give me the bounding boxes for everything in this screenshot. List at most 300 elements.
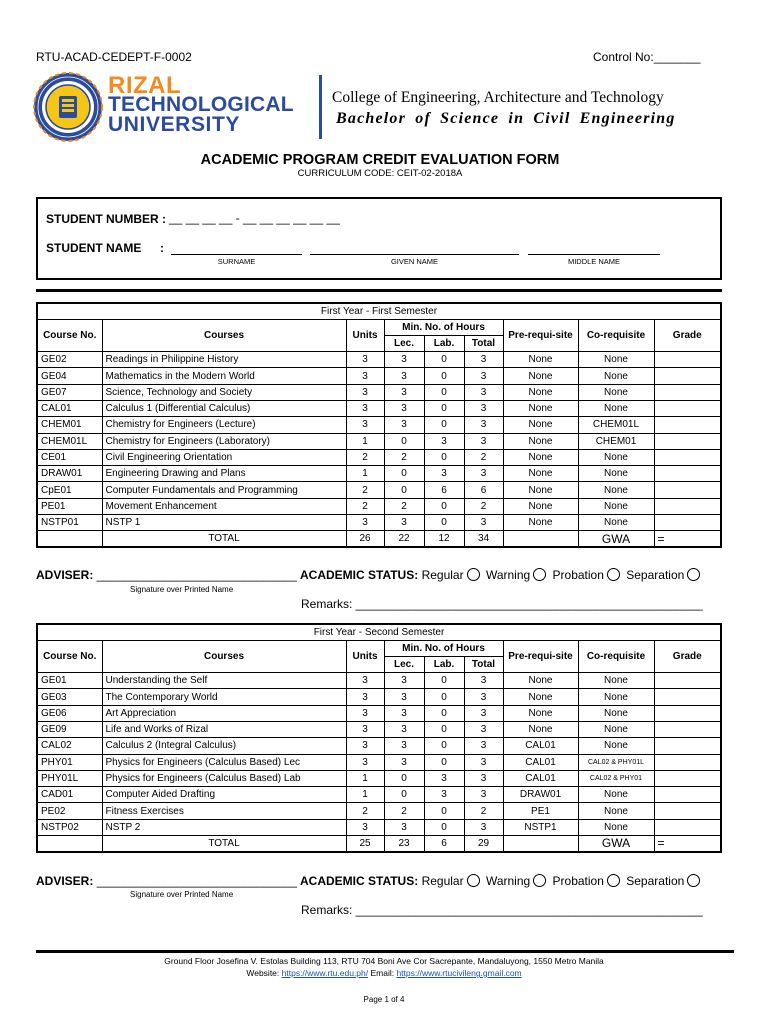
lab-hours: 0 [424, 368, 464, 384]
course-title: Fitness Exercises [102, 803, 346, 819]
course-row [37, 384, 721, 400]
units: 3 [346, 384, 384, 400]
radio-separation[interactable] [687, 874, 700, 887]
grade-cell[interactable] [654, 482, 721, 498]
corequisite: None [578, 689, 654, 705]
lab-hours: 0 [424, 721, 464, 737]
gwa-label: GWA [578, 531, 654, 547]
student-info-box [36, 197, 722, 280]
course-row [37, 819, 721, 835]
page-number: Page 1 of 4 [363, 995, 405, 1004]
corequisite: None [578, 368, 654, 384]
col-course-no: Course No. [37, 640, 102, 673]
university-name-line2: TECHNOLOGICAL [108, 93, 294, 116]
col-courses: Courses [102, 640, 346, 673]
form-code: RTU-ACAD-CEDEPT-F-0002 [36, 50, 192, 64]
course-title: The Contemporary World [102, 689, 346, 705]
total-lec: 23 [384, 836, 424, 852]
total-label: TOTAL [102, 531, 346, 547]
header-divider [319, 75, 322, 139]
email-label: Email: [368, 968, 397, 978]
total-hours-sum: 29 [464, 836, 503, 852]
second-semester-table [36, 623, 722, 853]
section-divider [36, 289, 722, 292]
course-row [37, 515, 721, 531]
col-prereq: Pre-requi-site [503, 319, 578, 352]
status-probation-label: Probation [552, 568, 604, 582]
course-code: CE01 [37, 449, 102, 465]
col-units: Units [346, 640, 384, 673]
lab-hours: 0 [424, 515, 464, 531]
corequisite: None [578, 819, 654, 835]
course-row [37, 482, 721, 498]
grade-cell[interactable] [654, 384, 721, 400]
total-hours: 3 [464, 400, 503, 416]
footer-rule [36, 950, 734, 953]
lec-hours: 0 [384, 770, 424, 786]
corequisite: None [578, 705, 654, 721]
corequisite: CAL02 & PHY01 [578, 770, 654, 786]
total-hours: 3 [464, 673, 503, 689]
academic-status-2 [300, 874, 703, 888]
lab-hours: 0 [424, 738, 464, 754]
semester-caption: First Year - Second Semester [37, 624, 721, 640]
university-seal-logo [33, 72, 103, 142]
lab-hours: 3 [424, 433, 464, 449]
prerequisite: None [503, 449, 578, 465]
radio-probation[interactable] [607, 568, 620, 581]
course-row [37, 417, 721, 433]
lab-hours: 0 [424, 819, 464, 835]
total-hours: 3 [464, 721, 503, 737]
course-code: GE04 [37, 368, 102, 384]
grade-cell[interactable] [654, 770, 721, 786]
program-name: Bachelor of Science in Civil Engineering [336, 110, 676, 127]
course-code: GE07 [37, 384, 102, 400]
prerequisite: CAL01 [503, 770, 578, 786]
course-code: DRAW01 [37, 466, 102, 482]
total-prereq-blank [503, 531, 578, 547]
adviser-signature-line[interactable]: ______________________________ [96, 568, 297, 582]
total-row [37, 836, 721, 852]
total-hours: 3 [464, 515, 503, 531]
lab-hours: 3 [424, 787, 464, 803]
corequisite: CHEM01L [578, 417, 654, 433]
course-row [37, 449, 721, 465]
total-lec: 22 [384, 531, 424, 547]
course-title: Chemistry for Engineers (Laboratory) [102, 433, 346, 449]
corequisite: None [578, 738, 654, 754]
course-code: PHY01L [37, 770, 102, 786]
student-name-label: STUDENT NAME [46, 241, 142, 255]
lab-hours: 0 [424, 754, 464, 770]
course-title: Art Appreciation [102, 705, 346, 721]
remarks-field[interactable]: Remarks: ____________________________________________________ [301, 597, 703, 611]
lab-hours: 0 [424, 417, 464, 433]
gwa-label: GWA [578, 836, 654, 852]
col-course-no: Course No. [37, 319, 102, 352]
course-code: CAL02 [37, 738, 102, 754]
form-title: ACADEMIC PROGRAM CREDIT EVALUATION FORM [200, 152, 560, 168]
grade-cell[interactable] [654, 400, 721, 416]
lab-hours: 0 [424, 449, 464, 465]
lab-hours: 6 [424, 482, 464, 498]
total-label: TOTAL [102, 836, 346, 852]
adviser-block-2 [36, 874, 297, 888]
units: 1 [346, 433, 384, 449]
units: 3 [346, 819, 384, 835]
course-code: PE01 [37, 498, 102, 514]
course-row [37, 721, 721, 737]
lab-hours: 0 [424, 803, 464, 819]
total-prereq-blank [503, 836, 578, 852]
grade-cell[interactable] [654, 689, 721, 705]
course-row [37, 368, 721, 384]
adviser-signature-line[interactable]: ______________________________ [96, 874, 297, 888]
remarks-field[interactable]: Remarks: ____________________________________________________ [301, 903, 703, 917]
col-lab: Lab. [424, 335, 464, 351]
corequisite: None [578, 352, 654, 368]
prerequisite: None [503, 705, 578, 721]
corequisite: None [578, 400, 654, 416]
corequisite: None [578, 384, 654, 400]
col-lec: Lec. [384, 656, 424, 672]
radio-warning[interactable] [533, 568, 546, 581]
col-lab: Lab. [424, 656, 464, 672]
lec-hours: 2 [384, 498, 424, 514]
course-code: GE06 [37, 705, 102, 721]
surname-caption: SURNAME [217, 257, 256, 266]
lab-hours: 0 [424, 673, 464, 689]
prerequisite: None [503, 352, 578, 368]
col-total: Total [464, 656, 503, 672]
total-hours: 3 [464, 787, 503, 803]
course-code: CpE01 [37, 482, 102, 498]
prerequisite: None [503, 368, 578, 384]
col-grade: Grade [654, 640, 721, 673]
lec-hours: 0 [384, 787, 424, 803]
course-code: CAD01 [37, 787, 102, 803]
units: 3 [346, 689, 384, 705]
gwa-value[interactable]: = [654, 531, 721, 547]
college-name: College of Engineering, Architecture and Technology [332, 89, 664, 106]
student-name-colon: : [160, 241, 164, 255]
corequisite: CAL02 & PHY01L [578, 754, 654, 770]
course-title: Civil Engineering Orientation [102, 449, 346, 465]
lec-hours: 2 [384, 449, 424, 465]
lab-hours: 0 [424, 705, 464, 721]
radio-probation[interactable] [607, 874, 620, 887]
status-regular-label: Regular [421, 874, 464, 888]
course-title: Movement Enhancement [102, 498, 346, 514]
adviser-label: ADVISER: [36, 568, 94, 582]
course-title: NSTP 2 [102, 819, 346, 835]
course-row [37, 770, 721, 786]
given-name-caption: GIVEN NAME [390, 257, 439, 266]
units: 3 [346, 738, 384, 754]
prerequisite: None [503, 400, 578, 416]
lec-hours: 0 [384, 433, 424, 449]
col-units: Units [346, 319, 384, 352]
prerequisite: None [503, 482, 578, 498]
units: 3 [346, 721, 384, 737]
units: 3 [346, 368, 384, 384]
course-title: Computer Aided Drafting [102, 787, 346, 803]
first-semester-table [36, 302, 722, 548]
lab-hours: 0 [424, 384, 464, 400]
student-number-field[interactable]: __ __ __ __ - __ __ __ __ __ __ [169, 211, 340, 225]
lec-hours: 2 [384, 803, 424, 819]
status-warning-label: Warning [485, 874, 531, 888]
signature-caption: Signature over Printed Name [130, 890, 234, 899]
course-code: GE09 [37, 721, 102, 737]
prerequisite: None [503, 689, 578, 705]
course-row [37, 754, 721, 770]
course-row [37, 787, 721, 803]
curriculum-code: CURRICULUM CODE: CEIT-02-2018A [297, 168, 463, 179]
grade-cell[interactable] [654, 705, 721, 721]
radio-regular[interactable] [467, 568, 480, 581]
col-coreq: Co-requisite [578, 640, 654, 673]
lec-hours: 3 [384, 738, 424, 754]
grade-cell[interactable] [654, 738, 721, 754]
corequisite: None [578, 721, 654, 737]
lec-hours: 3 [384, 721, 424, 737]
corequisite: None [578, 482, 654, 498]
total-hours: 2 [464, 449, 503, 465]
units: 1 [346, 770, 384, 786]
course-title: Engineering Drawing and Plans [102, 466, 346, 482]
total-hours: 3 [464, 754, 503, 770]
prerequisite: CAL01 [503, 754, 578, 770]
course-title: Mathematics in the Modern World [102, 368, 346, 384]
course-code: GE02 [37, 352, 102, 368]
total-hours: 3 [464, 417, 503, 433]
course-code: NSTP02 [37, 819, 102, 835]
prerequisite: None [503, 466, 578, 482]
signature-caption: Signature over Printed Name [130, 585, 234, 594]
prerequisite: None [503, 721, 578, 737]
radio-regular[interactable] [467, 874, 480, 887]
grade-cell[interactable] [654, 352, 721, 368]
footer-address: Ground Floor Josefina V. Estolas Building 113, RTU 704 Boni Ave Cor Sacrepante, Mandaluyong, 1550 Metro Manila [164, 956, 604, 966]
col-lec: Lec. [384, 335, 424, 351]
lab-hours: 0 [424, 400, 464, 416]
units: 2 [346, 449, 384, 465]
course-code: GE01 [37, 673, 102, 689]
lec-hours: 3 [384, 819, 424, 835]
corequisite: None [578, 515, 654, 531]
course-row [37, 466, 721, 482]
course-title: Life and Works of Rizal [102, 721, 346, 737]
col-total: Total [464, 335, 503, 351]
course-code: CAL01 [37, 400, 102, 416]
grade-cell[interactable] [654, 515, 721, 531]
course-row [37, 738, 721, 754]
course-title: Physics for Engineers (Calculus Based) Lec [102, 754, 346, 770]
control-number: Control No:_______ [593, 50, 701, 64]
prerequisite: None [503, 433, 578, 449]
given-name-field[interactable] [310, 254, 519, 255]
corequisite: None [578, 673, 654, 689]
grade-cell[interactable] [654, 721, 721, 737]
prerequisite: None [503, 498, 578, 514]
total-hours: 2 [464, 803, 503, 819]
total-hours: 3 [464, 352, 503, 368]
lec-hours: 0 [384, 466, 424, 482]
total-hours: 3 [464, 433, 503, 449]
total-units: 25 [346, 836, 384, 852]
total-hours-sum: 34 [464, 531, 503, 547]
status-probation-label: Probation [552, 874, 604, 888]
grade-cell[interactable] [654, 433, 721, 449]
grade-cell[interactable] [654, 449, 721, 465]
website-label: Website: [246, 968, 282, 978]
status-separation-label: Separation [626, 568, 685, 582]
course-title: NSTP 1 [102, 515, 346, 531]
total-hours: 3 [464, 770, 503, 786]
units: 1 [346, 466, 384, 482]
units: 3 [346, 400, 384, 416]
course-row [37, 673, 721, 689]
grade-cell[interactable] [654, 819, 721, 835]
grade-cell[interactable] [654, 803, 721, 819]
total-hours: 2 [464, 498, 503, 514]
total-hours: 3 [464, 819, 503, 835]
course-code: NSTP01 [37, 515, 102, 531]
lab-hours: 0 [424, 352, 464, 368]
student-number-label: STUDENT NUMBER : [46, 212, 166, 226]
footer-links [0, 968, 768, 978]
grade-cell[interactable] [654, 787, 721, 803]
prerequisite: DRAW01 [503, 787, 578, 803]
course-row [37, 352, 721, 368]
grade-cell[interactable] [654, 368, 721, 384]
lab-hours: 3 [424, 466, 464, 482]
units: 3 [346, 754, 384, 770]
col-prereq: Pre-requi-site [503, 640, 578, 673]
course-title: Calculus 2 (Integral Calculus) [102, 738, 346, 754]
corequisite: None [578, 498, 654, 514]
course-code: GE03 [37, 689, 102, 705]
units: 3 [346, 352, 384, 368]
website-link[interactable]: https://www.rtu.edu.ph/ [281, 968, 369, 978]
middle-name-field[interactable] [528, 254, 660, 255]
total-hours: 3 [464, 384, 503, 400]
lec-hours: 3 [384, 400, 424, 416]
units: 3 [346, 417, 384, 433]
status-warning-label: Warning [485, 568, 531, 582]
lec-hours: 3 [384, 352, 424, 368]
corequisite: None [578, 449, 654, 465]
course-title: Science, Technology and Society [102, 384, 346, 400]
course-row [37, 689, 721, 705]
corequisite: CHEM01 [578, 433, 654, 449]
radio-separation[interactable] [687, 568, 700, 581]
adviser-label: ADVISER: [36, 874, 94, 888]
total-row [37, 531, 721, 547]
col-coreq: Co-requisite [578, 319, 654, 352]
course-title: Physics for Engineers (Calculus Based) Lab [102, 770, 346, 786]
lec-hours: 0 [384, 482, 424, 498]
lec-hours: 3 [384, 705, 424, 721]
corequisite: None [578, 466, 654, 482]
total-hours: 3 [464, 689, 503, 705]
col-courses: Courses [102, 319, 346, 352]
status-regular-label: Regular [421, 568, 464, 582]
surname-field[interactable] [171, 254, 302, 255]
units: 2 [346, 803, 384, 819]
semester-caption: First Year - First Semester [37, 303, 721, 319]
email-link[interactable]: https://www.rtucivileng.gmail.com [396, 968, 522, 978]
total-hours: 3 [464, 466, 503, 482]
units: 3 [346, 673, 384, 689]
lab-hours: 0 [424, 498, 464, 514]
course-title: Readings in Philippine History [102, 352, 346, 368]
middle-name-caption: MIDDLE NAME [567, 257, 621, 266]
prerequisite: None [503, 417, 578, 433]
prerequisite: None [503, 384, 578, 400]
course-row [37, 803, 721, 819]
course-row [37, 705, 721, 721]
lec-hours: 3 [384, 515, 424, 531]
units: 2 [346, 498, 384, 514]
total-hours: 3 [464, 705, 503, 721]
lec-hours: 3 [384, 384, 424, 400]
course-code: PE02 [37, 803, 102, 819]
grade-cell[interactable] [654, 673, 721, 689]
lab-hours: 3 [424, 770, 464, 786]
total-hours: 3 [464, 738, 503, 754]
total-hours: 3 [464, 368, 503, 384]
prerequisite: None [503, 673, 578, 689]
col-hours: Min. No. of Hours [384, 640, 503, 656]
status-label: ACADEMIC STATUS: [300, 568, 419, 582]
adviser-block-1 [36, 568, 297, 582]
course-row [37, 433, 721, 449]
radio-warning[interactable] [533, 874, 546, 887]
lec-hours: 3 [384, 689, 424, 705]
gwa-value[interactable]: = [654, 836, 721, 852]
total-units: 26 [346, 531, 384, 547]
course-row [37, 400, 721, 416]
course-title: Calculus 1 (Differential Calculus) [102, 400, 346, 416]
prerequisite: CAL01 [503, 738, 578, 754]
course-code: PHY01 [37, 754, 102, 770]
total-lab: 12 [424, 531, 464, 547]
col-hours: Min. No. of Hours [384, 319, 503, 335]
university-name-line3: UNIVERSITY [108, 113, 241, 136]
status-label: ACADEMIC STATUS: [300, 874, 419, 888]
lec-hours: 3 [384, 754, 424, 770]
grade-cell[interactable] [654, 466, 721, 482]
prerequisite: NSTP1 [503, 819, 578, 835]
col-grade: Grade [654, 319, 721, 352]
prerequisite: None [503, 515, 578, 531]
grade-cell[interactable] [654, 754, 721, 770]
total-lab: 6 [424, 836, 464, 852]
course-title: Chemistry for Engineers (Lecture) [102, 417, 346, 433]
course-title: Understanding the Self [102, 673, 346, 689]
course-row [37, 498, 721, 514]
prerequisite: PE1 [503, 803, 578, 819]
total-blank [37, 836, 102, 852]
grade-cell[interactable] [654, 498, 721, 514]
lec-hours: 3 [384, 417, 424, 433]
grade-cell[interactable] [654, 417, 721, 433]
lec-hours: 3 [384, 368, 424, 384]
corequisite: None [578, 787, 654, 803]
